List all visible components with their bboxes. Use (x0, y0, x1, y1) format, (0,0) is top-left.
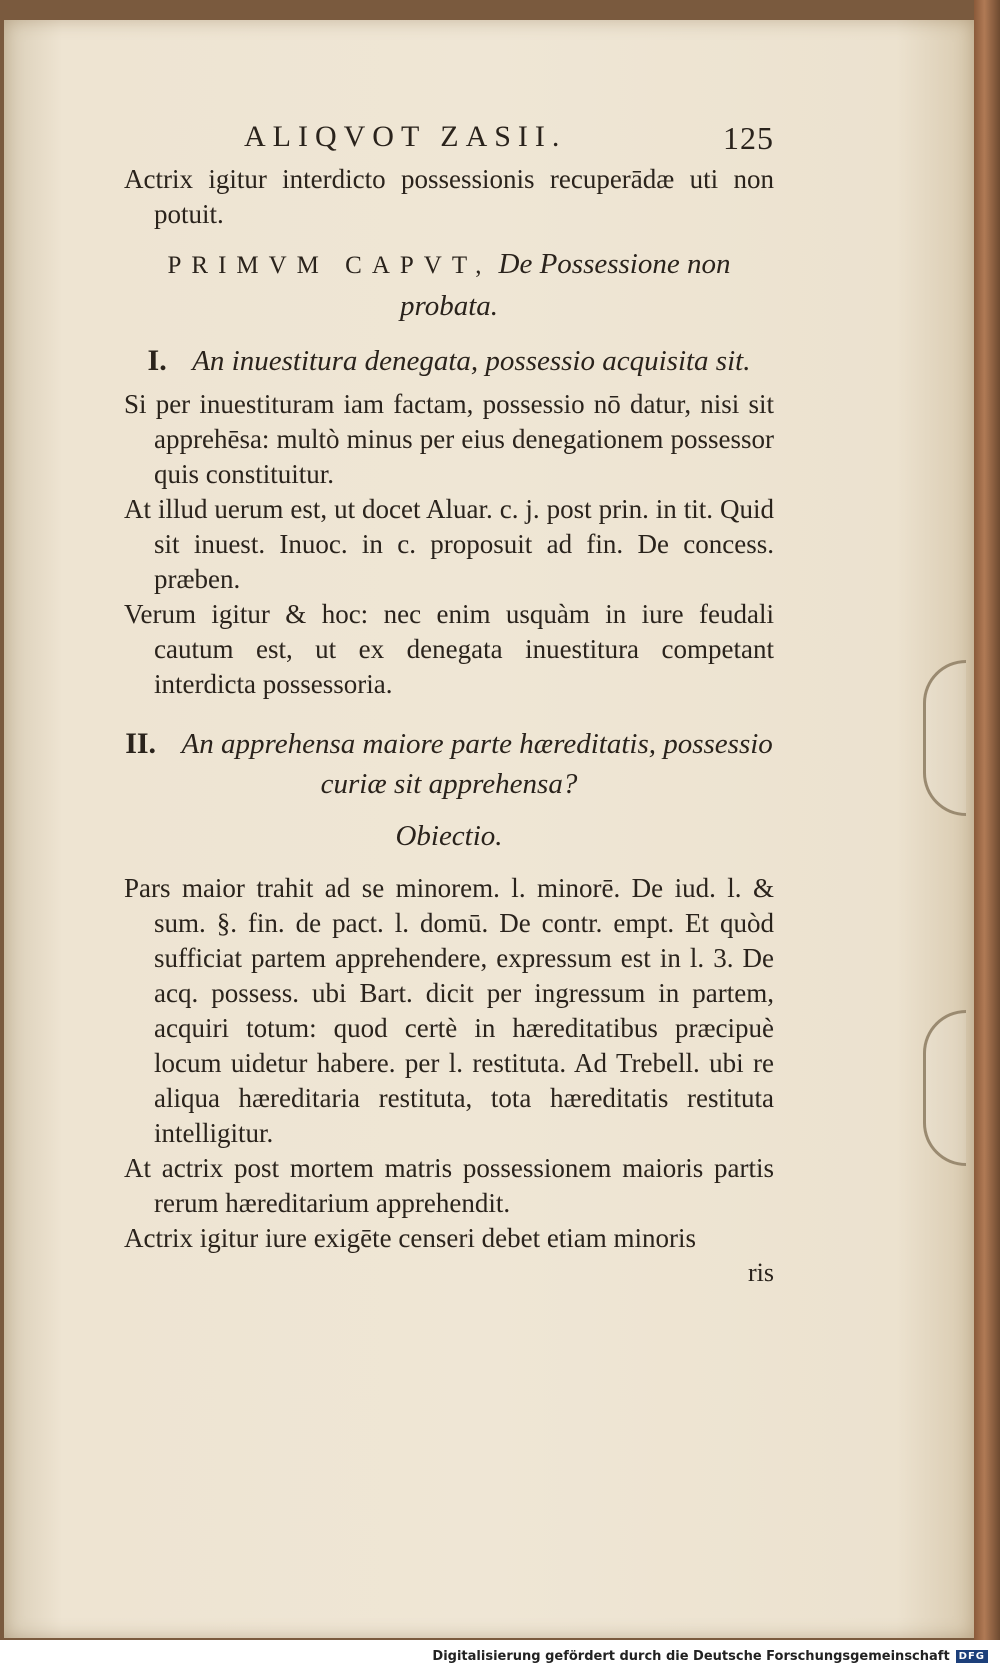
clasp-mark (923, 1010, 966, 1166)
objection-heading (124, 816, 774, 857)
page-number: 125 (723, 120, 774, 156)
chapter-heading-italic: De Possessione non probata. (399, 248, 731, 322)
section-title: An inuestitura denegata, possessio acquisita sit. (192, 345, 751, 377)
footer-credit: Digitalisierung gefördert durch die Deutsche Forschungsgemeinschaft (432, 1649, 950, 1664)
book-page (4, 20, 974, 1638)
catchword: ris (748, 1258, 774, 1287)
paragraph: At illud uerum est, ut docet Aluar. c. j. post prin. in tit. Quid sit inuest. Inuoc. in c. proposuit ad fin. De concess. præben. (124, 494, 774, 594)
section-heading-2 (124, 724, 774, 804)
section-title: An apprehensa maiore parte hæreditatis, possessio curiæ sit apprehensa? (181, 728, 773, 800)
intro-paragraph: Actrix igitur interdicto possessionis recuperādæ uti non potuit. (124, 164, 774, 229)
digitization-footer (432, 1649, 988, 1664)
paragraph: Si per inuestituram iam factam, possessio nō datur, nisi sit apprehēsa: multò minus per eius denegationem possessor quis constituitur. (124, 389, 774, 489)
chapter-heading-caps: PRIMVM CAPVT, (167, 252, 492, 279)
section-number: I. (147, 344, 167, 377)
section-number: II. (125, 727, 157, 760)
chapter-heading (124, 244, 774, 327)
section-heading-1 (124, 341, 774, 381)
book-cover-edge (974, 0, 1000, 1640)
paragraph: Actrix igitur iure exigēte censeri debet etiam minoris (124, 1223, 697, 1253)
clasp-mark (923, 660, 966, 816)
paragraph: At actrix post mortem matris possessionem maioris partis rerum hæreditarium apprehendit. (124, 1153, 774, 1218)
paragraph: Verum igitur & hoc: nec enim usquàm in iure feudali cautum est, ut ex denegata inuestitura competant interdicta possessoria. (124, 599, 774, 699)
objection-label: Obiectio. (395, 820, 503, 852)
running-title: ALIQVOT ZASII. (244, 120, 567, 153)
dfg-logo-icon: DFG (956, 1650, 988, 1663)
text-block (124, 120, 774, 1290)
paragraph: Pars maior trahit ad se minorem. l. minorē. De iud. l. & sum. §. fin. de pact. l. domū. De contr. empt. Et quòd sufficiat partem apprehendere, expressum est in l. 3. De acq. possess. ubi Bart. dicit per ingressum in partem, acquiri totum: quod certè in hæreditatibus præcipuè locum uidetur habere. per l. restituta. Ad Trebell. ubi re aliqua hæreditaria restituta, tota hæreditatis restituta intelligitur. (124, 873, 774, 1148)
running-head (124, 120, 774, 162)
